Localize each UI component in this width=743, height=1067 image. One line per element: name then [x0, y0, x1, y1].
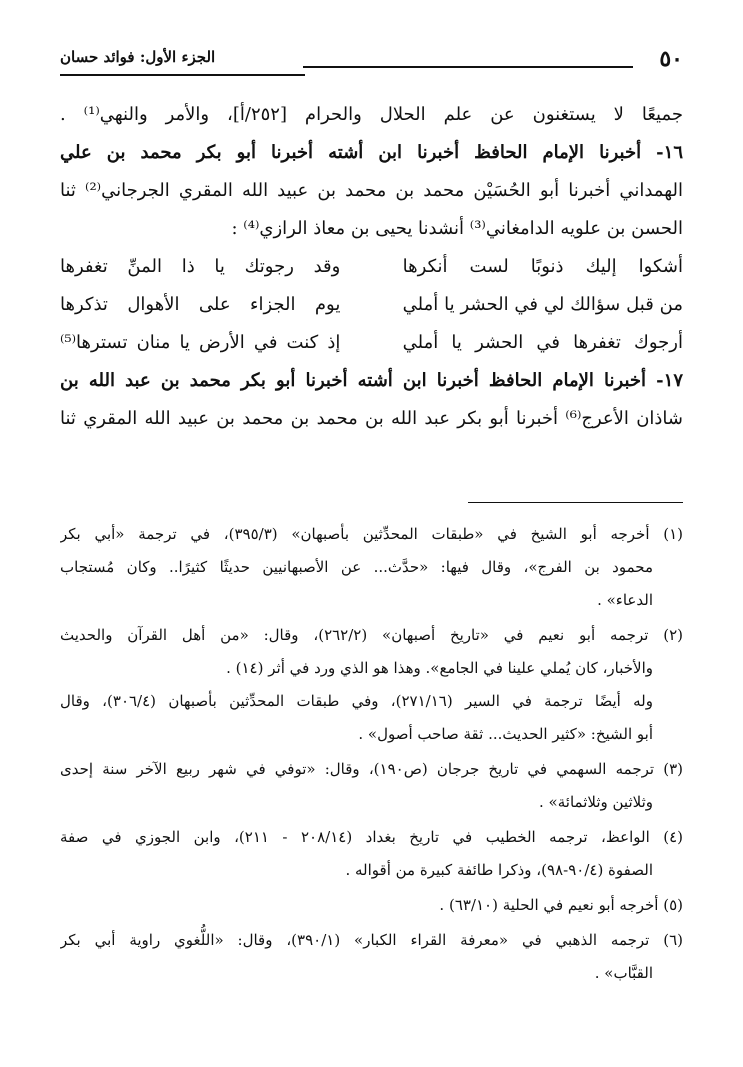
footnote-line: (٤) الواعظ، ترجمه الخطيب في تاريخ بغداد (٢٠٨/١٤ - ٢١١)، وابن الجوزي في صفة: [60, 828, 683, 846]
text-line: الهمداني أخبرنا أبو الحُسَيْن محمد بن محمد بن عبيد الله المقري الجرجاني⁽²⁾ ثنا: [60, 180, 683, 201]
verse-second-hemistich: إذ كنت في الأرض يا منان تسترها⁽⁵⁾: [60, 332, 341, 353]
verse-first-hemistich: من قبل سؤالك لي في الحشر يا أملي: [402, 294, 683, 315]
hadith-16-heading: ١٦- أخبرنا الإمام الحافظ أخبرنا ابن أشته أخبرنا أبو بكر محمد بن علي: [60, 142, 683, 163]
footnotes: [60, 518, 683, 992]
verse-second-hemistich: يوم الجزاء على الأهوال تذكرها: [60, 294, 341, 315]
footnote-line: أبو الشيخ: «كثير الحديث... ثقة صاحب أصول» .: [358, 725, 653, 743]
footnote-6: [60, 924, 683, 990]
footnote-4: [60, 821, 683, 887]
page-number: ٥٠: [659, 46, 683, 72]
verse-second-hemistich: وقد رجوتك يا ذا المنِّ تغفرها: [60, 256, 341, 277]
poem: [60, 248, 683, 362]
footnote-line: والأخبار، كان يُملي علينا في الجامع». وهذا هو الذي ورد في أثر (١٤) .: [226, 659, 653, 677]
footnote-line: وله أيضًا ترجمة في السير (٢٧١/١٦)، وفي طبقات المحدِّثين بأصبهان (٣٠٦/٤)، وقال: [60, 692, 653, 710]
footnote-line: (١) أخرجه أبو الشيخ في «طبقات المحدِّثين بأصبهان» (٣٩٥/٣)، في ترجمة «أبي بكر: [60, 525, 683, 543]
footnote-line: (٣) ترجمه السهمي في تاريخ جرجان (ص١٩٠)، وقال: «توفي في شهر ربيع الآخر سنة إحدى: [60, 760, 683, 778]
footnote-line: وثلاثين وثلاثمائة» .: [539, 793, 653, 811]
footnote-line: الصفوة (٩٠/٤-٩٨)، وذكرا طائفة كبيرة من أقواله .: [345, 861, 653, 879]
footnote-line: القبَّاب» .: [594, 964, 653, 982]
footnote-line: (٢) ترجمه أبو نعيم في «تاريخ أصبهان» (٢٦٢/٢)، وقال: «من أهل القرآن والحديث: [60, 626, 683, 644]
title-underline: [60, 74, 305, 76]
main-text: [60, 96, 683, 438]
footnote-3: [60, 753, 683, 819]
header-rule: [303, 66, 633, 68]
text-line: الحسن بن علويه الدامغاني⁽³⁾ أنشدنا يحيى بن معاذ الرازي⁽⁴⁾ :: [231, 218, 683, 239]
footnote-line: محمود بن الفرج»، وقال فيها: «حدَّث... عن الأصبهانيين حديثًا كثيرًا.. وكان مُستجاب: [60, 558, 653, 576]
footnote-2: [60, 619, 683, 751]
verse-first-hemistich: أرجوك تغفرها في الحشر يا أملي: [402, 332, 683, 353]
poem-verse: [60, 286, 683, 324]
footnote-line: الدعاء» .: [597, 591, 653, 609]
footnote-separator: [468, 502, 683, 503]
footnote-5: [60, 889, 683, 922]
hadith-17-heading: ١٧- أخبرنا الإمام الحافظ أخبرنا ابن أشته أخبرنا أبو بكر محمد بن عبد الله بن: [60, 370, 683, 391]
footnote-line: (٥) أخرجه أبو نعيم في الحلية (٦٣/١٠) .: [439, 896, 683, 914]
text-line: شاذان الأعرج⁽⁶⁾ أخبرنا أبو بكر عبد الله بن محمد بن محمد بن عبيد الله المقري ثنا: [60, 408, 683, 429]
poem-verse: [60, 248, 683, 286]
footnote-line: (٦) ترجمه الذهبي في «معرفة القراء الكبار» (٣٩٠/١)، وقال: «اللُّغوي راوية أبي بكر: [60, 931, 683, 949]
text-line: جميعًا لا يستغنون عن علم الحلال والحرام [٢٥٢/أ]، والأمر والنهي⁽¹⁾ .: [60, 104, 683, 125]
verse-first-hemistich: أشكوا إليك ذنوبًا لست أنكرها: [402, 256, 683, 277]
poem-verse: [60, 324, 683, 362]
page-header: [60, 40, 683, 84]
footnote-1: [60, 518, 683, 617]
running-title: الجزء الأول: فوائد حسان: [60, 48, 216, 66]
